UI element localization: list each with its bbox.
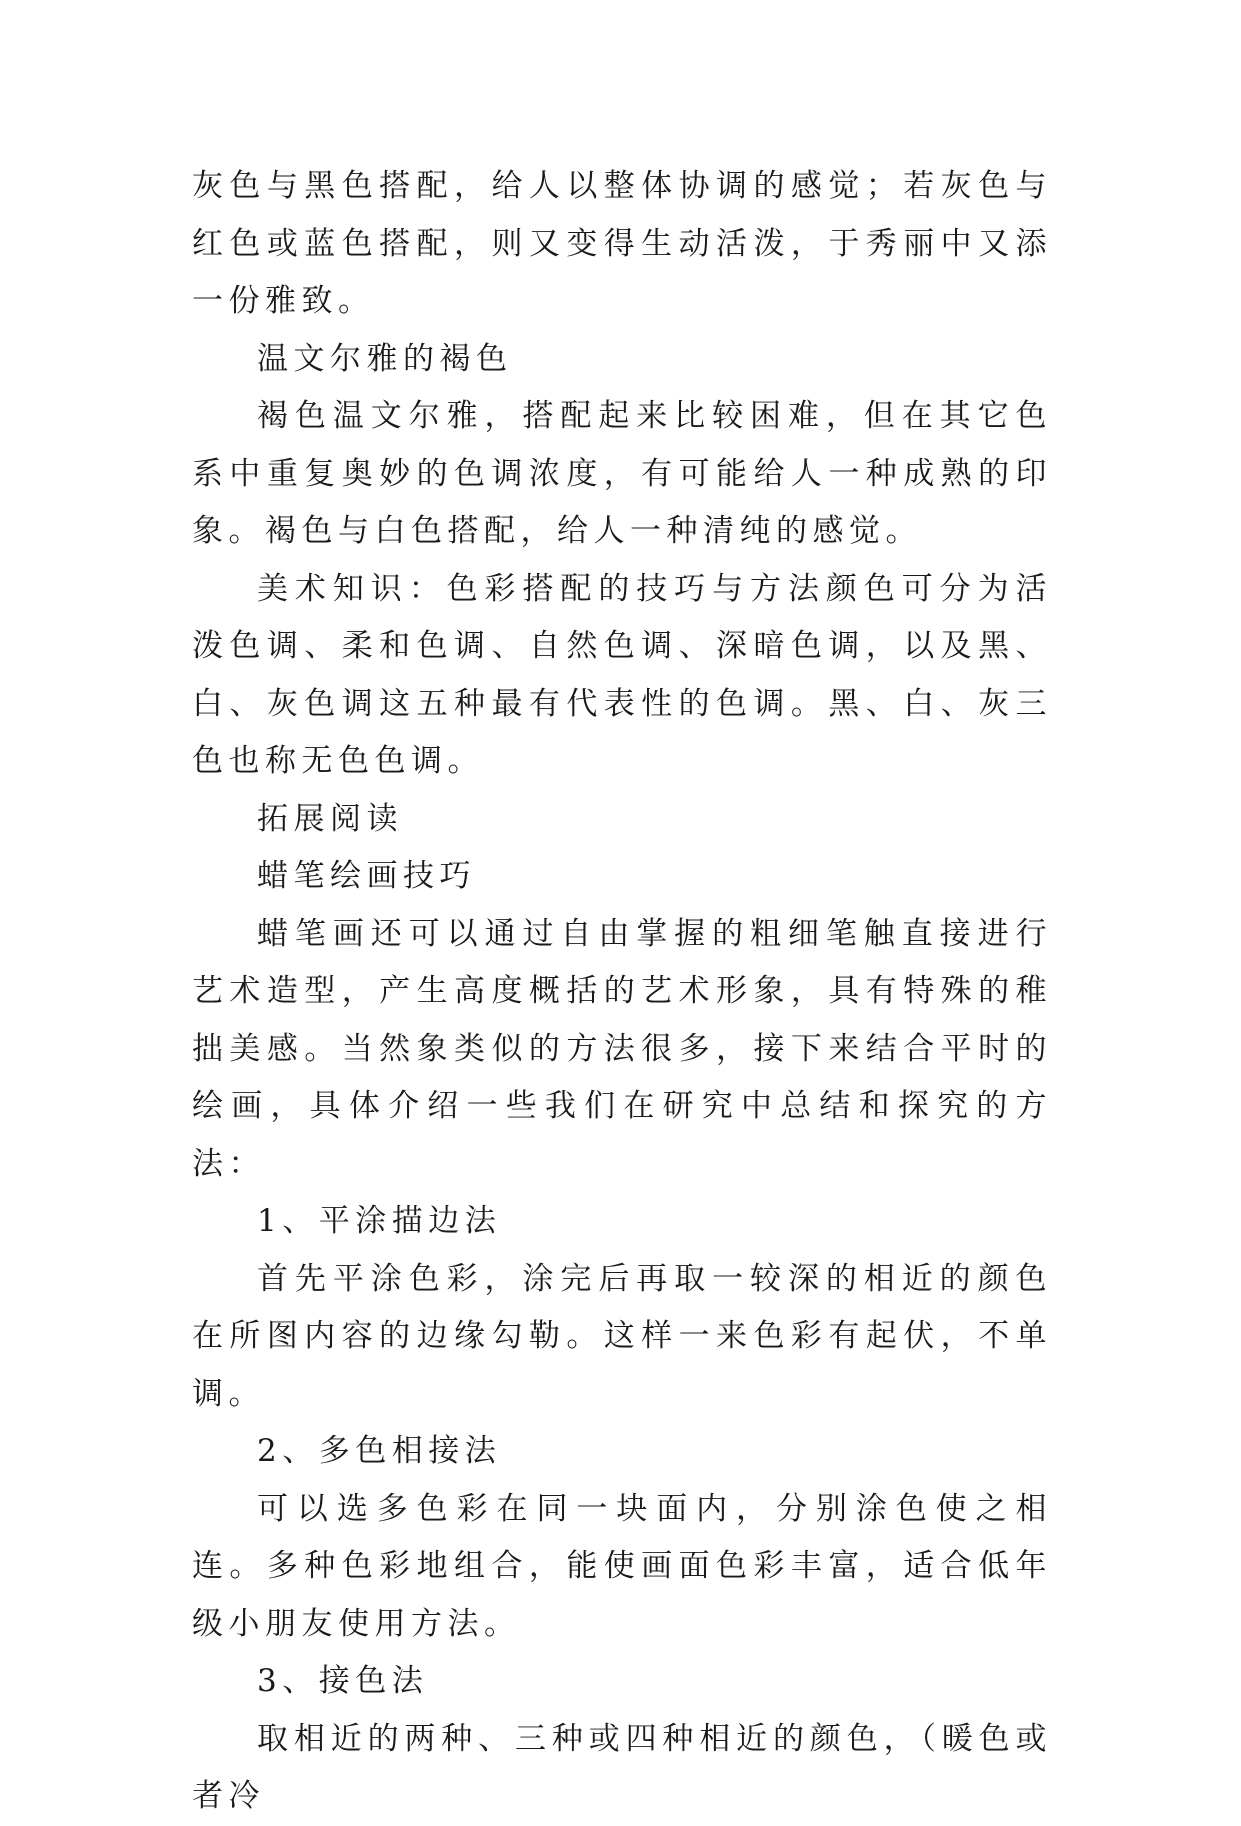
paragraph: 灰色与黑色搭配，给人以整体协调的感觉；若灰色与红色或蓝色搭配，则又变得生动活泼，于秀丽中又添一份雅致。 bbox=[192, 168, 1052, 319]
section-heading-crayon-techniques: 蜡笔绘画技巧 bbox=[257, 858, 476, 894]
section-heading-extended-reading: 拓展阅读 bbox=[257, 800, 403, 837]
document-body bbox=[192, 158, 1052, 1826]
paragraph: 可以选多色彩在同一块面内，分别涂色使之相连。多种色彩地组合，能使画面色彩丰富，适合低年级小朋友使用方法。 bbox=[192, 1490, 1052, 1642]
paragraph: 蜡笔画还可以通过自由掌握的粗细笔触直接进行艺术造型，产生高度概括的艺术形象，具有特殊的稚拙美感。当然象类似的方法很多，接下来结合平时的绘画，具体介绍一些我们在研究中总结和探究的方法： bbox=[192, 915, 1052, 1182]
paragraph: 首先平涂色彩，涂完后再取一较深的相近的颜色在所图内容的边缘勾勒。这样一来色彩有起伏，不单调。 bbox=[192, 1260, 1052, 1412]
list-heading-1: 1、平涂描边法 bbox=[257, 1203, 502, 1239]
list-heading-3: 3、接色法 bbox=[257, 1663, 429, 1699]
paragraph: 美术知识：色彩搭配的技巧与方法颜色可分为活泼色调、柔和色调、自然色调、深暗色调，以及黑、白、灰色调这五种最有代表性的色调。黑、白、灰三色也称无色色调。 bbox=[192, 570, 1052, 779]
paragraph: 褐色温文尔雅，搭配起来比较困难，但在其它色系中重复奥妙的色调浓度，有可能给人一种成熟的印象。褐色与白色搭配，给人一种清纯的感觉。 bbox=[192, 398, 1052, 549]
paragraph: 取相近的两种、三种或四种相近的颜色，（暖色或者冷 bbox=[192, 1720, 1052, 1814]
section-heading-brown: 温文尔雅的褐色 bbox=[257, 340, 513, 377]
list-heading-2: 2、多色相接法 bbox=[257, 1433, 502, 1469]
